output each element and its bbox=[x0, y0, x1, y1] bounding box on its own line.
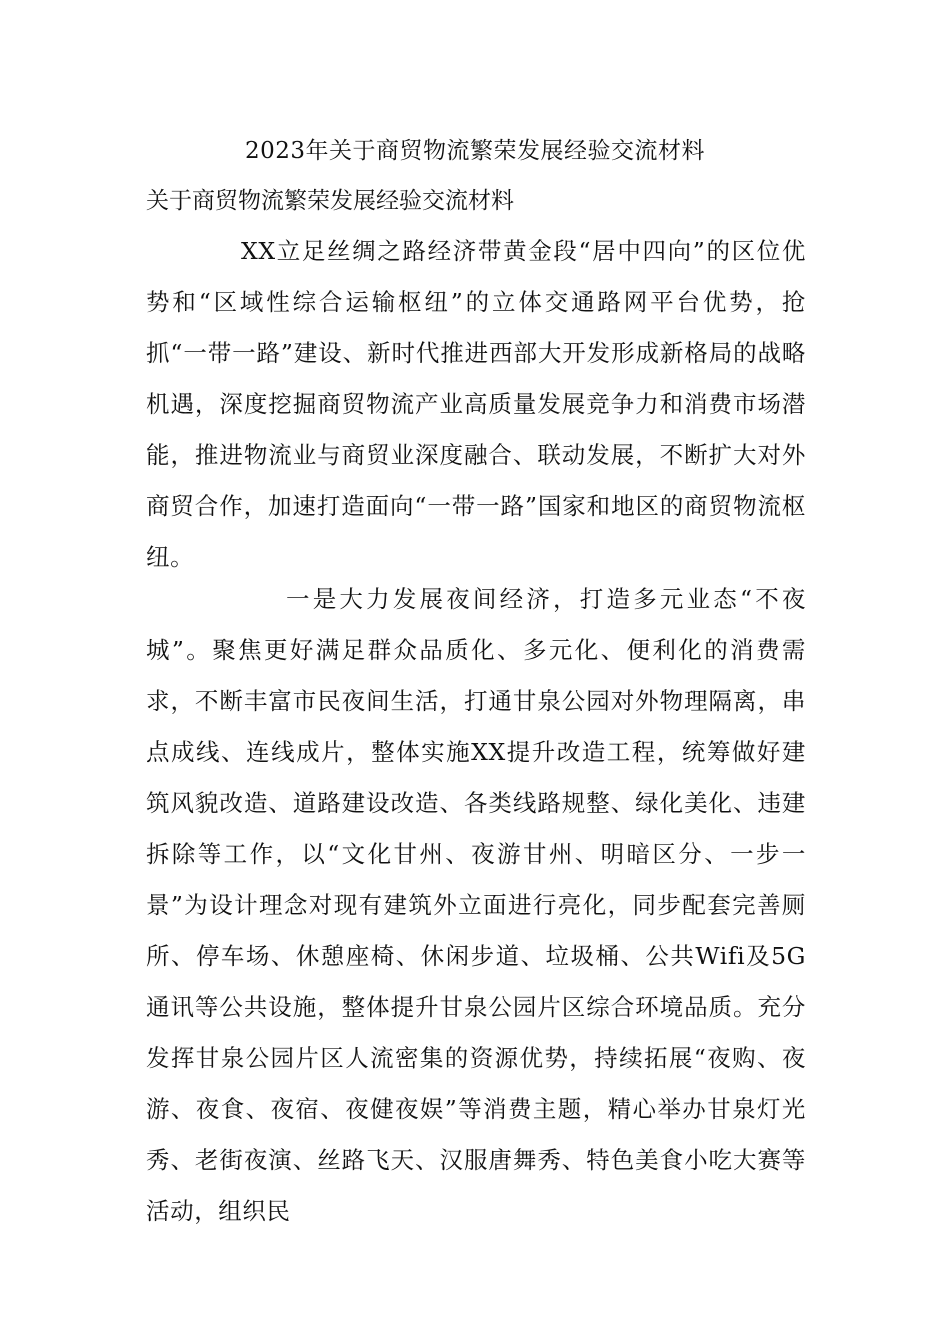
body-paragraph-intro: XX立足丝绸之路经济带黄金段“居中四向”的区位优势和“区域性综合运输枢纽”的立体交通路网平台优势，抢抓“一带一路”建设、新时代推进西部大开发形成新格局的战略机遇，深度挖掘商贸物流产业高质量发展竞争力和消费市场潜能，推进物流业与商贸业深度融合、联动发展，不断扩大对外商贸合作，加速打造面向“一带一路”国家和地区的商贸物流枢纽。 bbox=[146, 237, 806, 571]
body-paragraph-night-economy: 一是大力发展夜间经济，打造多元业态“不夜城”。聚焦更好满足群众品质化、多元化、便利化的消费需求，不断丰富市民夜间生活，打通甘泉公园对外物理隔离，串点成线、连线成片，整体实施XX提升改造工程，统筹做好建筑风貌改造、道路建设改造、各类线路规整、绿化美化、违建拆除等工作，以“文化甘州、夜游甘州、明暗区分、一步一景”为设计理念对现有建筑外立面进行亮化，同步配套完善厕所、停车场、休憩座椅、休闲步道、垃圾桶、公共Wifi及5G通讯等公共设施，整体提升甘泉公园片区综合环境品质。充分发挥甘泉公园片区人流密集的资源优势，持续拓展“夜购、夜游、夜食、夜宿、夜健夜娱”等消费主题，精心举办甘泉灯光秀、老街夜演、丝路飞天、汉服唐舞秀、特色美食小吃大赛等活动，组织民 bbox=[146, 585, 806, 1225]
document-subtitle: 关于商贸物流繁荣发展经验交流材料 bbox=[146, 188, 514, 214]
document-title: 2023年关于商贸物流繁荣发展经验交流材料 bbox=[244, 138, 706, 164]
